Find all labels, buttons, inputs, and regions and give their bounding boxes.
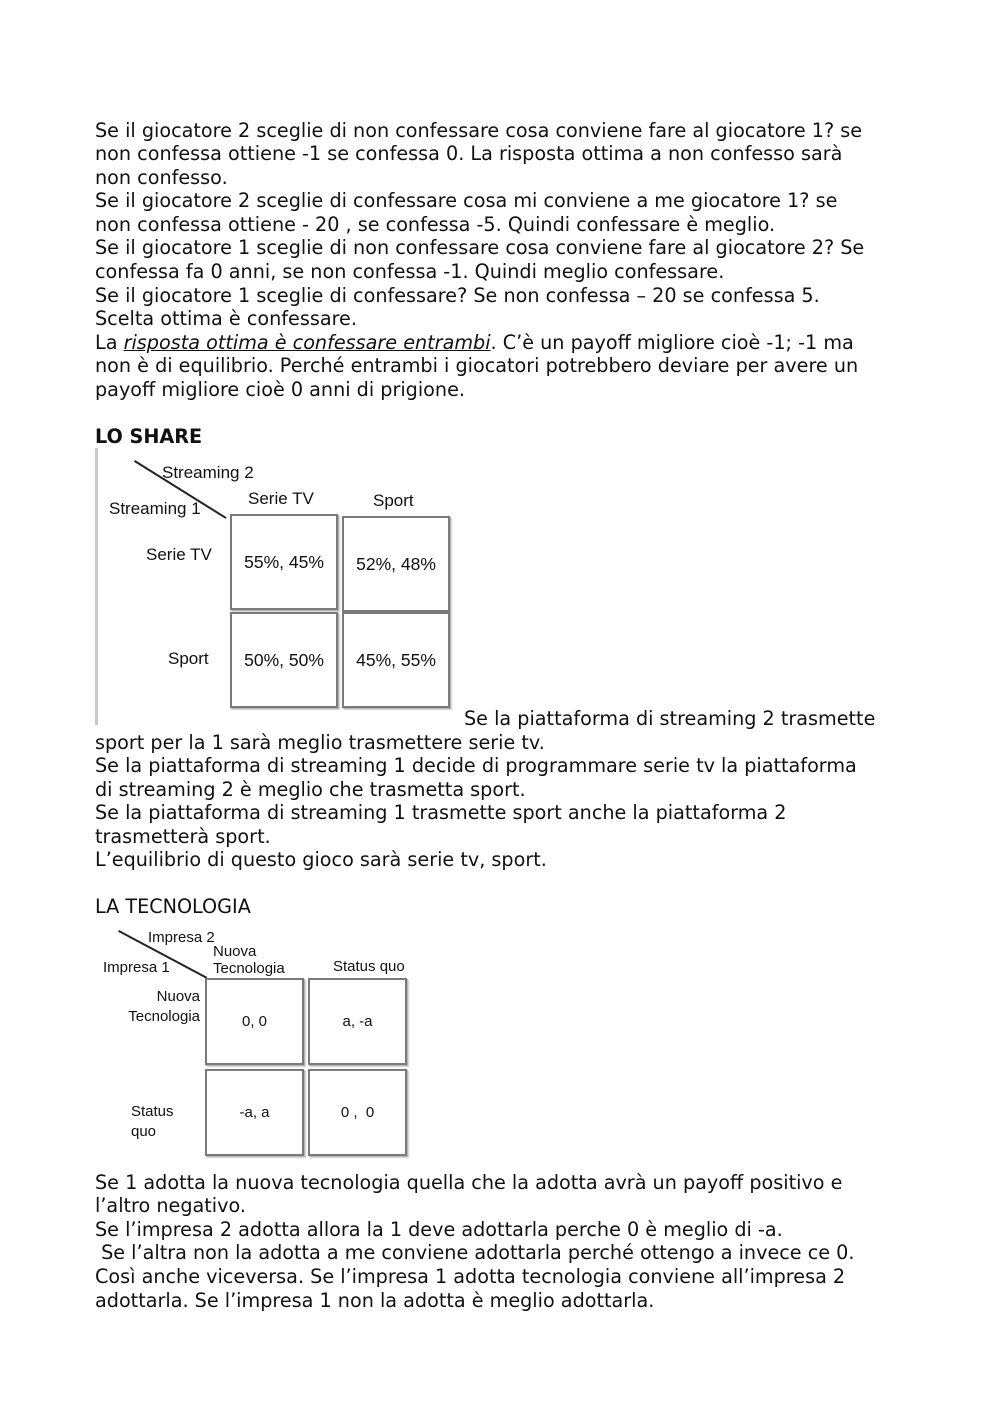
text-line: Se il giocatore 1 sceglie di confessare? Se non confessa – 20 se confessa 5. [95,284,820,307]
risposta-prefix: La [95,331,124,354]
text-line: Così anche viceversa. Se l’impresa 1 adotta tecnologia conviene all’impresa 2 [95,1265,846,1288]
payoff-cell: 0 , 0 [308,1069,407,1156]
player1-label: Streaming 1 [109,499,201,518]
text-line: Se la piattaforma di streaming 2 trasmette [464,707,876,730]
text-line: trasmetterà sport. [95,825,271,848]
row-label: Sport [168,649,209,668]
text-line: Se il giocatore 2 sceglie di non confessare cosa conviene fare al giocatore 1? se [95,119,863,142]
text-line: Se il giocatore 2 sceglie di confessare cosa mi conviene a me giocatore 1? se [95,189,838,212]
text-line: Se la piattaforma di streaming 1 decide di programmare serie tv la piattaforma [95,754,857,777]
text-line: non confessa ottiene - 20 , se confessa -5. Quindi confessare è meglio. [95,213,776,236]
text-line: Se l’impresa 2 adotta allora la 1 deve adottarla perche 0 è meglio di -a. [95,1218,783,1241]
text-line: Se l’altra non la adotta a me conviene adottarla perché ottengo a invece ce 0. [95,1241,855,1264]
col-label-status-quo: Status quo [333,958,405,975]
col-label-nuova-tecnologia [213,943,285,977]
text-line: non è di equilibrio. Perché entrambi i giocatori potrebbero deviare per avere un [95,354,859,377]
player1-label: Impresa 1 [103,959,170,976]
payoff-cell: -a, a [205,1069,304,1156]
row-label-nuova-tecnologia [119,987,200,1027]
row-label-line: Status [131,1103,174,1120]
col-label-line: Nuova [213,943,257,960]
row-label: Serie TV [146,545,212,564]
section-heading-share: LO SHARE [95,425,203,448]
row-label-line: quo [131,1123,157,1140]
risposta-emphasis: risposta ottima è confessare entrambi [123,331,491,354]
col-label-line: Tecnologia [213,960,285,977]
risposta-line [95,331,854,354]
text-line: Scelta ottima è confessare. [95,307,357,330]
text-line: non confesso. [95,166,228,189]
share-payoff-matrix [95,448,465,728]
payoff-cell: 55%, 45% [230,514,338,610]
text-line: Se la piattaforma di streaming 1 trasmette sport anche la piattaforma 2 [95,801,787,824]
row-label-line: Nuova [156,988,200,1005]
text-line: confessa fa 0 anni, se non confessa -1. Quindi meglio confessare. [95,260,725,283]
player2-label: Impresa 2 [148,929,215,946]
text-line: di streaming 2 è meglio che trasmetta sport. [95,778,526,801]
col-label: Sport [373,491,414,510]
player2-label: Streaming 2 [162,463,254,482]
payoff-cell: 52%, 48% [342,516,450,612]
payoff-cell: a, -a [308,978,407,1065]
text-line: sport per la 1 sarà meglio trasmettere serie tv. [95,731,545,754]
text-line: Se il giocatore 1 sceglie di non confessare cosa conviene fare al giocatore 2? Se [95,236,865,259]
row-label-status-quo [131,1102,174,1142]
text-line: adottarla. Se l’impresa 1 non la adotta è meglio adottarla. [95,1289,655,1312]
section-heading-tecnologia: LA TECNOLOGIA [95,895,251,918]
col-label: Serie TV [248,489,314,508]
text-line: non confessa ottiene -1 se confessa 0. La risposta ottima a non confesso sarà [95,142,843,165]
text-line: l’altro negativo. [95,1194,246,1217]
payoff-cell: 45%, 55% [342,612,450,708]
payoff-cell: 50%, 50% [230,612,338,708]
risposta-suffix: . C’è un payoff migliore cioè -1; -1 ma [490,331,854,354]
text-line: Se 1 adotta la nuova tecnologia quella che la adotta avrà un payoff positivo e [95,1171,843,1194]
text-line: payoff migliore cioè 0 anni di prigione. [95,378,465,401]
payoff-cell: 0, 0 [205,978,304,1065]
row-label-line: Tecnologia [128,1008,200,1025]
image-border [95,448,98,725]
tecnologia-payoff-matrix [95,925,425,1165]
text-line: L’equilibrio di questo gioco sarà serie tv, sport. [95,848,547,871]
